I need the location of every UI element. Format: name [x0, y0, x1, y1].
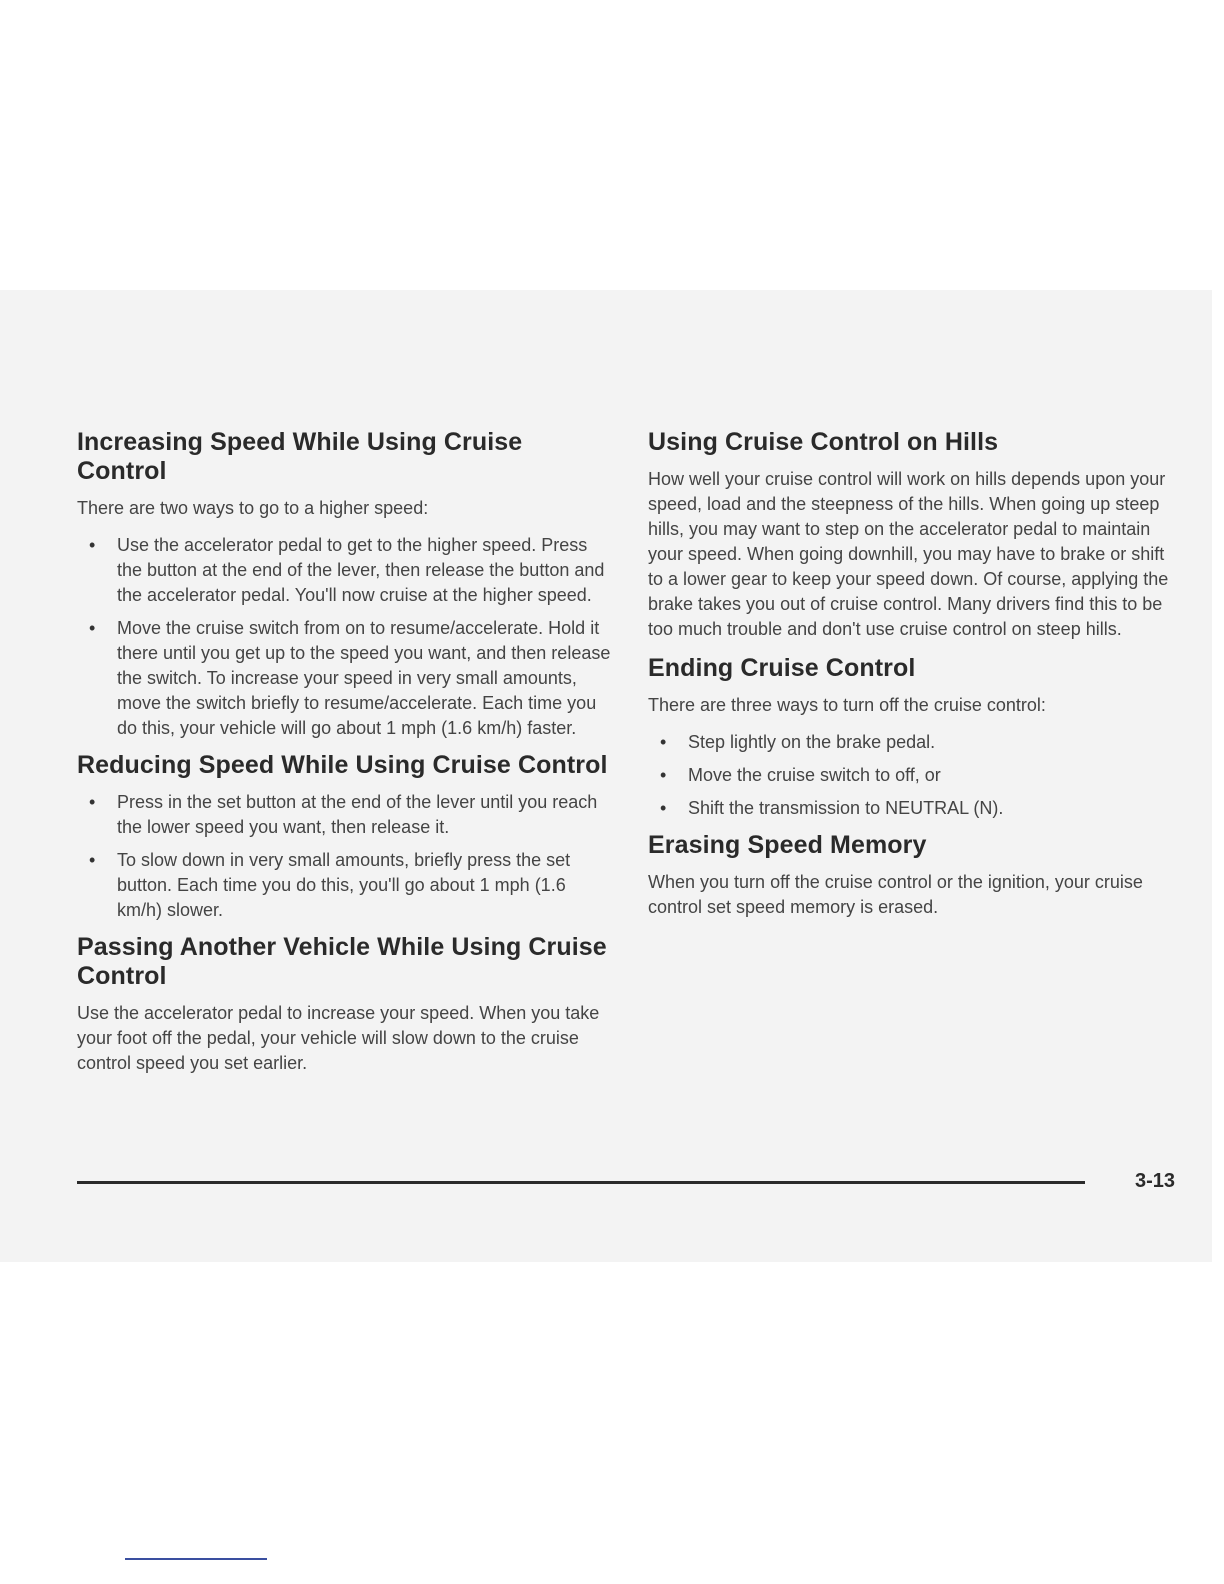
page-number: 3-13	[1135, 1170, 1176, 1192]
section-heading: Ending Cruise Control	[648, 654, 916, 682]
section-heading: Using Cruise Control on Hills	[648, 428, 999, 456]
section-increasing-speed	[77, 428, 612, 741]
bullet-item: • Step lightly on the brake pedal.	[648, 730, 1183, 755]
section-passing-vehicle	[77, 933, 612, 1076]
left-column	[77, 428, 612, 1088]
section-heading: Reducing Speed While Using Cruise Control	[77, 751, 608, 779]
bullet-item: • Move the cruise switch from on to resume/accelerate. Hold it there until you get up to the speed you want, and then release the switch. To increase your speed in very small amounts, move the switch briefly to resume/accelerate. Each time you do this, your vehicle will go about 1 mph (1.6 km/h) faster.	[77, 616, 612, 741]
section-erasing-memory	[648, 831, 1183, 920]
section-intro: There are two ways to go to a higher speed:	[77, 498, 429, 518]
section-heading: Erasing Speed Memory	[648, 831, 927, 859]
section-reducing-speed	[77, 751, 612, 923]
bottom-link-underline	[125, 1558, 267, 1560]
section-body: When you turn off the cruise control or the ignition, your cruise control set speed memory is erased.	[648, 872, 1143, 917]
bullet-item: • Use the accelerator pedal to get to the higher speed. Press the button at the end of the lever, then release the button and the accelerator pedal. You'll now cruise at the higher speed.	[77, 533, 612, 608]
section-intro: There are three ways to turn off the cruise control:	[648, 695, 1046, 715]
section-heading: Increasing Speed While Using Cruise Control	[77, 428, 523, 485]
footer-rule	[77, 1181, 1085, 1184]
bullet-item: • Move the cruise switch to off, or	[648, 763, 1183, 788]
bullet-item: • To slow down in very small amounts, briefly press the set button. Each time you do this, you'll go about 1 mph (1.6 km/h) slower.	[77, 848, 612, 923]
right-column	[648, 428, 1183, 932]
section-body: Use the accelerator pedal to increase your speed. When you take your foot off the pedal, your vehicle will slow down to the cruise control speed you set earlier.	[77, 1003, 600, 1073]
bullet-list	[77, 533, 612, 741]
bullet-item: • Press in the set button at the end of the lever until you reach the lower speed you want, then release it.	[77, 790, 612, 840]
section-cruise-on-hills	[648, 428, 1183, 642]
bullet-list	[648, 730, 1183, 821]
section-heading: Passing Another Vehicle While Using Cruise Control	[77, 933, 607, 990]
section-ending-cruise	[648, 654, 1183, 821]
bullet-list	[77, 790, 612, 923]
bullet-item: • Shift the transmission to NEUTRAL (N).	[648, 796, 1183, 821]
section-body: How well your cruise control will work on hills depends upon your speed, load and the steepness of the hills. When going up steep hills, you may want to step on the accelerator pedal to maintain your speed. When going downhill, you may have to brake or shift to a lower gear to keep your speed down. Of course, applying the brake takes you out of cruise control. Many drivers find this to be too much trouble and don't use cruise control on steep hills.	[648, 469, 1169, 639]
